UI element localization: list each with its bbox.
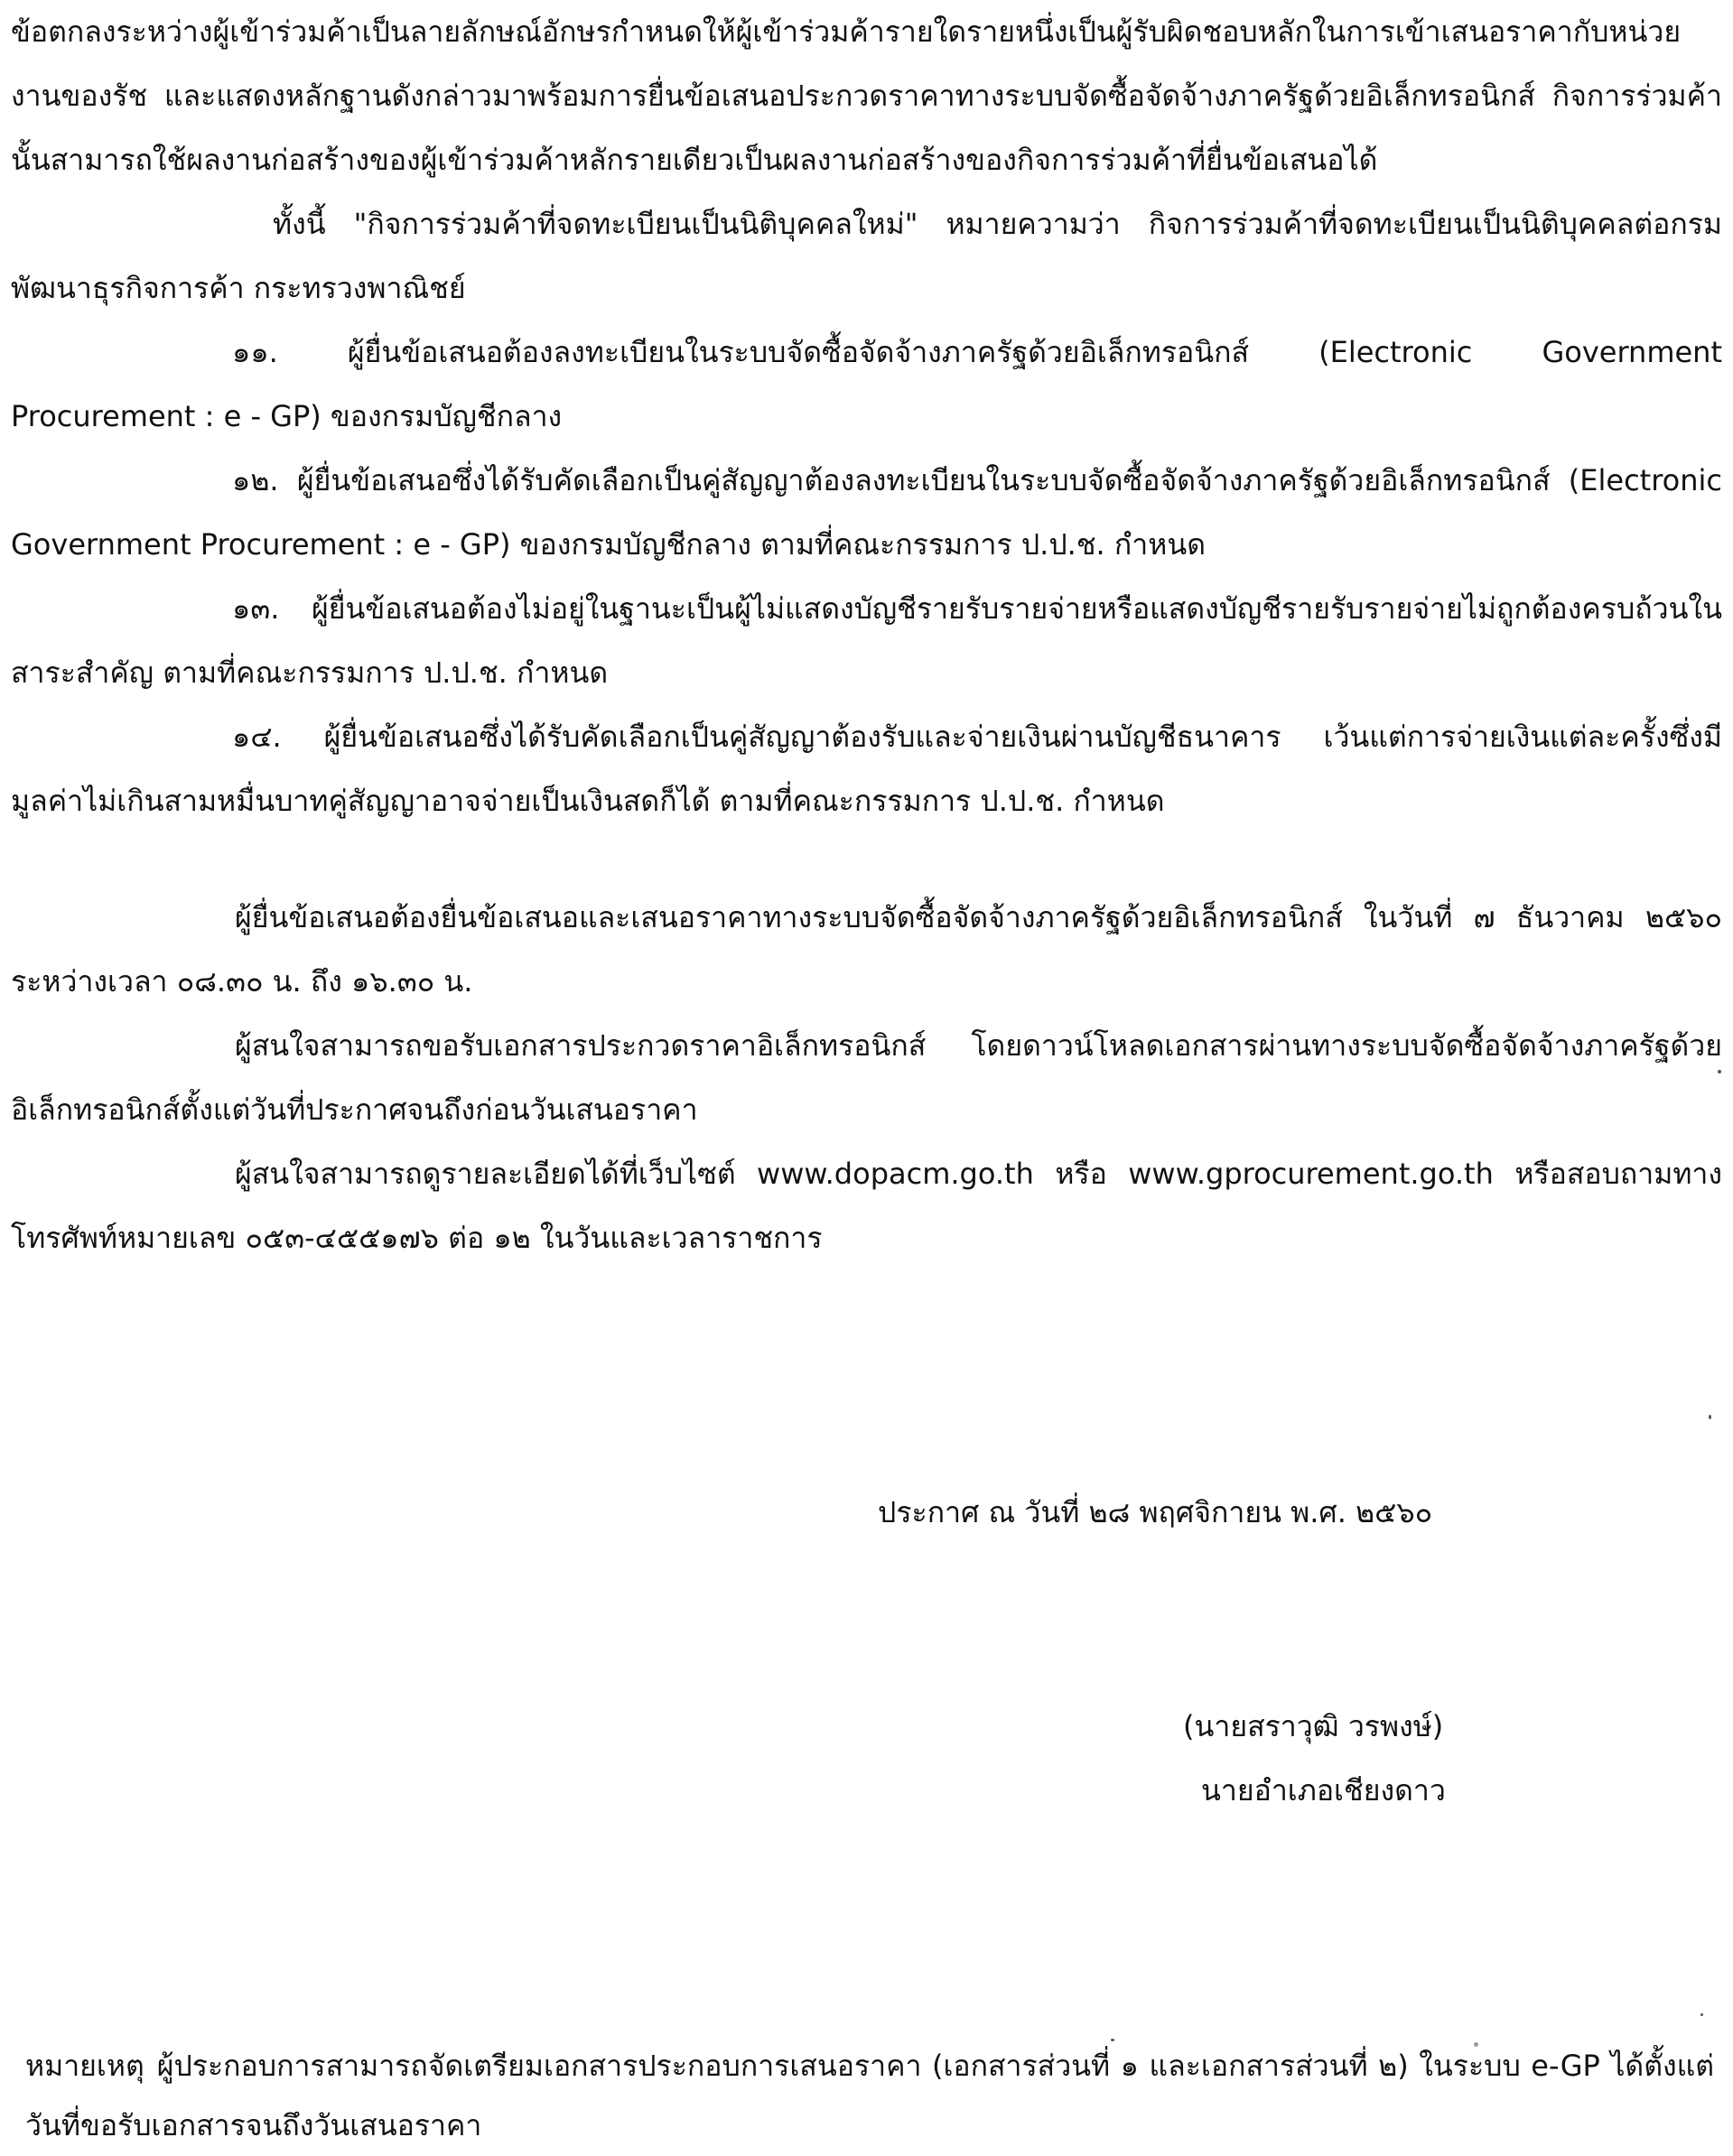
scan-speck: [1111, 2039, 1114, 2041]
document-body: [11, 0, 1722, 1270]
scan-speck: [1474, 2042, 1478, 2047]
remark-text: ผู้ประกอบการสามารถจัดเตรียมเอกสารประกอบการเสนอราคา (เอกสารส่วนที่ ๑ และเอกสารส่วนที่ ๒) ในระบบ e-GP ได้ตั้งแต่วันที่ขอรับเอกสารจนถึงวันเสนอราคา: [25, 2049, 1715, 2142]
clause-12-contract-party-registration: ๑๒. ผู้ยื่นข้อเสนอซึ่งได้รับคัดเลือกเป็นคู่สัญญาต้องลงทะเบียนในระบบจัดซื้อจัดจ้างภาครัฐด้วยอิเล็กทรอนิกส์ (Electronic Government Procurement : e - GP) ของกรมบัญชีกลาง ตามที่คณะกรรมการ ป.ป.ช. กำหนด: [11, 463, 1722, 562]
remark-label: หมายเหตุ: [25, 2049, 144, 2083]
paragraph-contact-info: ผู้สนใจสามารถดูรายละเอียดได้ที่เว็บไซต์ www.dopacm.go.th หรือ www.gprocurement.go.th หรือสอบถามทางโทรศัพท์หมายเลข ๐๕๓-๔๕๕๑๗๖ ต่อ ๑๒ ในวันและเวลาราชการ: [11, 1157, 1722, 1255]
signer-title: นายอำเภอเชียงดาว: [1201, 1773, 1446, 1808]
paragraph-document-download: ผู้สนใจสามารถขอรับเอกสารประกวดราคาอิเล็กทรอนิกส์ โดยดาวน์โหลดเอกสารผ่านทางระบบจัดซื้อจัดจ้างภาครัฐด้วยอิเล็กทรอนิกส์ตั้งแต่วันที่ประกาศจนถึงก่อนวันเสนอราคา: [11, 1028, 1722, 1127]
scan-speck: [1700, 2013, 1703, 2016]
scan-speck: [1718, 1070, 1721, 1073]
announcement-date: ประกาศ ณ วันที่ ๒๘ พฤศจิกายน พ.ศ. ๒๕๖๐: [878, 1495, 1433, 1529]
signer-name: (นายสราวุฒิ วรพงษ์): [1183, 1709, 1444, 1743]
paragraph-joint-venture-agreement: ข้อตกลงระหว่างผู้เข้าร่วมค้าเป็นลายลักษณ์อักษรกำหนดให้ผู้เข้าร่วมค้ารายใดรายหนึ่งเป็นผู้รับผิดชอบหลักในการเข้าเสนอราคากับหน่วยงานของรัช และแสดงหลักฐานดังกล่าวมาพร้อมการยื่นข้อเสนอประกวดราคาทางระบบจัดซื้อจัดจ้างภาครัฐด้วยอิเล็กทรอนิกส์ กิจการร่วมค้านั้นสามารถใช้ผลงานก่อสร้างของผู้เข้าร่วมค้าหลักรายเดียวเป็นผลงานก่อสร้างของกิจการร่วมค้าที่ยื่นข้อเสนอได้: [11, 14, 1722, 177]
scan-speck: [1709, 1415, 1711, 1419]
paragraph-new-juristic-person-definition: ทั้งนี้ "กิจการร่วมค้าที่จดทะเบียนเป็นนิติบุคคลใหม่" หมายความว่า กิจการร่วมค้าที่จดทะเบียนเป็นนิติบุคคลต่อกรมพัฒนาธุรกิจการค้า กระทรวงพาณิชย์: [11, 207, 1722, 305]
clause-13-accounts-requirement: ๑๓. ผู้ยื่นข้อเสนอต้องไม่อยู่ในฐานะเป็นผู้ไม่แสดงบัญชีรายรับรายจ่ายหรือแสดงบัญชีรายรับรายจ่ายไม่ถูกต้องครบถ้วนในสาระสำคัญ ตามที่คณะกรรมการ ป.ป.ช. กำหนด: [11, 591, 1722, 690]
paragraph-submission-date: ผู้ยื่นข้อเสนอต้องยื่นข้อเสนอและเสนอราคาทางระบบจัดซื้อจัดจ้างภาครัฐด้วยอิเล็กทรอนิกส์ ในวันที่ ๗ ธันวาคม ๒๕๖๐ ระหว่างเวลา ๐๘.๓๐ น. ถึง ๑๖.๓๐ น.: [11, 900, 1722, 999]
clause-14-bank-payment: ๑๔. ผู้ยื่นข้อเสนอซึ่งได้รับคัดเลือกเป็นคู่สัญญาต้องรับและจ่ายเงินผ่านบัญชีธนาคาร เว้นแต่การจ่ายเงินแต่ละครั้งซึ่งมีมูลค่าไม่เกินสามหมื่นบาทคู่สัญญาอาจจ่ายเป็นเงินสดก็ได้ ตามที่คณะกรรมการ ป.ป.ช. กำหนด: [11, 720, 1722, 818]
clause-11-egp-registration: ๑๑. ผู้ยื่นข้อเสนอต้องลงทะเบียนในระบบจัดซื้อจัดจ้างภาครัฐด้วยอิเล็กทรอนิกส์ (Electronic Government Procurement : e - GP) ของกรมบัญชีกลาง: [11, 335, 1723, 433]
remark-note: [25, 2036, 1714, 2155]
